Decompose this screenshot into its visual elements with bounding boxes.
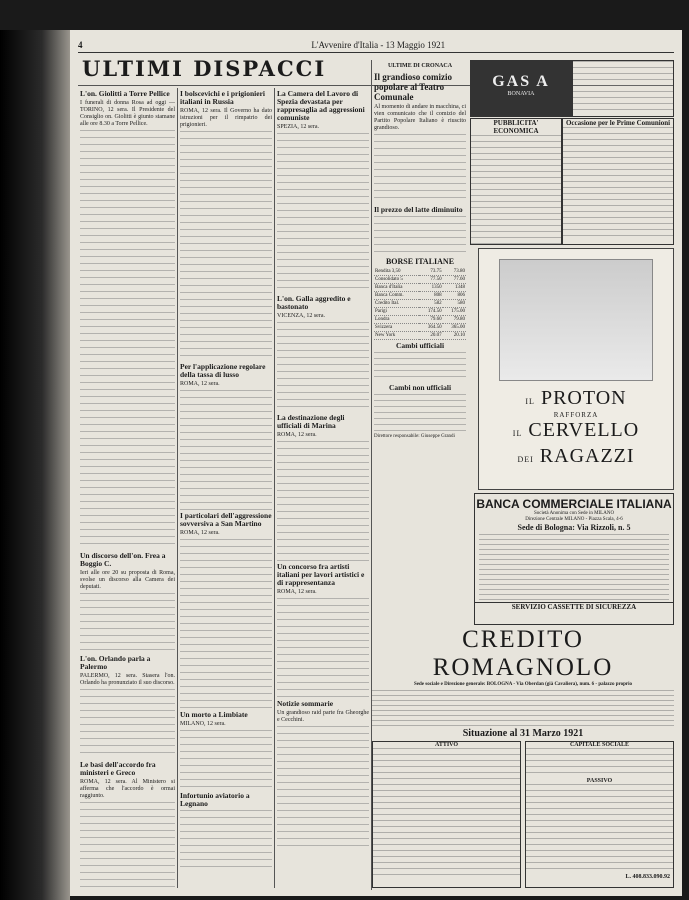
borse-label: Londra [374,316,419,324]
borse-value: 365.00 [443,324,466,332]
borse-label: Rendita 3,50 [374,268,419,276]
occasione-title: Occasione per le Prime Comunioni [565,119,671,127]
credito-romagnolo-ad [372,626,674,892]
attivo-table [372,741,521,888]
borse-title: BORSE ITALIANE [385,257,455,266]
borse-value: 79.60 [419,316,442,324]
article-14-body: Un grandioso raid parte fra Gheorghe e Cecchini. [277,710,369,723]
borse-value: 73.75 [419,268,442,276]
borse-label: Credito Ital. [374,300,419,308]
text-lines [277,133,369,293]
article-5-title: I bolscevichi e i prigionieri italiani in Russia [180,89,265,106]
cronaca-label: ULTIME DI CRONACA [387,63,453,69]
borse-value: 1348 [443,284,466,292]
gasai-logo: GAS A [492,73,550,90]
borse-label: Parigi [374,308,419,316]
borse-row [374,284,466,292]
top-right-ad [572,60,674,117]
article-13-body: ROMA, 12 sera. [277,589,317,595]
text-lines [180,810,272,870]
passivo-header: PASSIVO [586,778,613,784]
text-lines [180,539,272,709]
article-13-title: Un concorso fra artisti italiani per lavori artistici e di rappresentanza [277,562,365,587]
column-2 [180,88,272,888]
article-10-body: SPEZIA, 12 sera. [277,124,319,130]
proton-ad [478,248,674,490]
cambi-nonufficiali-title: Cambi non ufficiali [388,383,452,392]
article-7-body: ROMA, 12 sera. [180,530,220,536]
table-lines [373,748,520,878]
article-6-title: Per l'applicazione regolare della tassa di lusso [180,362,266,379]
page-number: 4 [78,40,83,50]
borse-row [374,324,466,332]
credito-title: CREDITO ROMAGNOLO [432,626,614,681]
article-12-body: ROMA, 12 sera. [277,432,317,438]
borse-label: Banca d'Italia [374,284,419,292]
gasai-sub: BONAVIA [507,91,535,97]
pubblicita-box [470,118,562,245]
text-lines [374,216,466,256]
borse-value: 806 [443,292,466,300]
borse-row [374,268,466,276]
table-lines [526,784,673,874]
occasione-box [562,118,674,245]
text-lines [277,441,369,561]
borse-value: 174.50 [419,308,442,316]
proton-line-3: IL CERVELLO [512,419,640,441]
article-4-title: Le basi dell'accordo fra ministeri e Greco [80,760,156,777]
credito-sub: Sede sociale e Direzione generale: BOLOGNA - Via Oberdan (già Cavaliera), num. 6 - palazzo proprio [414,682,632,687]
text-lines [80,130,175,550]
ad-text [479,534,669,600]
banca-commerciale-ad [474,493,674,625]
text-lines [374,394,466,434]
cambi-ufficiali-title: Cambi ufficiali [395,341,445,350]
borse-row [374,332,466,340]
gasai-ad [470,60,572,117]
borse-label: Banca Comm. [374,292,419,300]
borse-value: 582 [419,300,442,308]
text-lines [180,390,272,510]
comizio-title: Il grandioso comizio popolare al Teatro Comunale [374,72,452,102]
banca-sede: Sede di Bologna: Via Rizzoli, n. 5 [517,523,631,532]
children-illustration [499,259,653,381]
borse-value: 364.50 [419,324,442,332]
text-lines [80,802,175,888]
article-14-title: Notizie sommarie [277,699,334,708]
newspaper-page [70,30,682,896]
borse-value: 73.80 [443,268,466,276]
scanner-edge [0,30,70,900]
article-8-title: Un morto a Limbiate [180,710,248,719]
article-2-title: Un discorso dell'on. Frea a Boggio C. [80,551,166,568]
text-lines [277,726,369,846]
page-headline: ULTIMI DISPACCI [82,56,327,81]
column-4 [374,60,466,620]
article-10-title: La Camera del Lavoro di Spezia devastata per rappresaglia ad aggressioni comuniste [277,89,365,122]
article-3-body: PALERMO, 12 sera. Stasera l'on. Orlando ha pronunziato il suo discorso. [80,673,175,686]
borse-value: 79.80 [443,316,466,324]
article-12-title: La destinazione degli ufficiali di Marina [277,413,345,430]
article-1-body: I funerali di donna Rosa ad oggi — TORINO, 12 sera. Il Presidente del Consiglio on. Giolitti è giunto stamane alle ore 8.30 a Torre Pellice. [80,100,175,127]
article-6-body: ROMA, 12 sera. [180,381,220,387]
situazione-title: Situazione al 31 Marzo 1921 [462,728,584,739]
article-11-title: L'on. Galla aggredito e bastonato [277,294,351,311]
text-lines [277,598,369,698]
banca-line-1: Società Anonima con Sede in MILANO [533,511,615,516]
passivo-total: L. 408.833.090.92 [625,874,670,880]
proton-line-4: DEI RAGAZZI [517,445,635,467]
ad-text [563,127,673,237]
article-8-body: MILANO, 12 sera. [180,721,226,727]
running-title: L'Avvenire d'Italia - 13 Maggio 1921 [311,40,446,50]
borse-value: 77.50 [419,276,442,284]
borse-table [374,268,466,340]
borse-value: 20.10 [443,332,466,340]
banca-footer: SERVIZIO CASSETTE DI SICUREZZA [475,602,673,611]
text-lines [180,131,272,361]
comizio-body: Al momento di andare in macchina, ci vien comunicato che il comizio del Partito Popolare Italiano è riuscito grandioso. [374,104,466,131]
article-7-title: I particolari dell'aggressione sovversiva a San Martino [180,511,272,528]
text-lines [180,730,272,790]
text-lines [277,322,369,412]
banca-title: BANCA COMMERCIALE ITALIANA [476,497,672,511]
borse-row [374,292,466,300]
proton-line-1: IL PROTON [525,387,627,409]
article-1-title: L'on. Giolitti a Torre Pellice [80,89,170,98]
borse-label: Consolidato 5 [374,276,419,284]
text-lines [374,352,466,382]
proton-line-2: RAFFORZA [553,411,599,419]
article-4-body: ROMA, 12 sera. Al Ministero si afferma che l'accordo è ormai raggiunto. [80,779,175,799]
borse-value: 808 [419,292,442,300]
passivo-table [525,741,674,888]
borse-row [374,276,466,284]
article-5-body: ROMA, 12 sera. Il Governo ha dato istruzioni per il rimpatrio dei prigionieri. [180,108,272,128]
article-9-title: Infortunio aviatorio a Legnano [180,791,250,808]
column-1 [80,88,175,888]
pubblicita-title: PUBBLICITA' ECONOMICA [493,119,539,135]
ad-text [372,690,674,726]
column-rule [177,88,178,888]
ad-text [573,61,673,114]
article-3-title: L'on. Orlando parla a Palermo [80,654,151,671]
article-11-body: VICENZA, 12 sera. [277,313,325,319]
borse-value: 1350 [419,284,442,292]
banca-line-2: Direzione Centrale MILANO - Piazza Scala, 4-6 [525,517,623,522]
latte-title: Il prezzo del latte diminuito [374,205,463,214]
borse-row [374,308,466,316]
column-rule [274,88,275,888]
borse-value: 20.07 [419,332,442,340]
borse-label: New York [374,332,419,340]
borse-value: 580 [443,300,466,308]
column-3 [277,88,369,888]
direttore-line: Direttore responsabile: Giuseppe Grandi [374,434,455,439]
article-2-body: Ieri alle ore 20 su proposta di Roma, svolse un discorso alla Camera dei deputati. [80,570,175,590]
table-lines [526,748,673,778]
running-header [78,40,674,53]
capitale-header: CAPITALE SOCIALE [569,742,630,748]
borse-value: 77.60 [443,276,466,284]
text-lines [80,689,175,759]
text-lines [374,134,466,204]
text-lines [80,593,175,653]
attivo-header: ATTIVO [434,742,459,748]
borse-row [374,300,466,308]
borse-value: 175.00 [443,308,466,316]
borse-label: Svizzera [374,324,419,332]
borse-row [374,316,466,324]
ad-text [471,135,561,245]
